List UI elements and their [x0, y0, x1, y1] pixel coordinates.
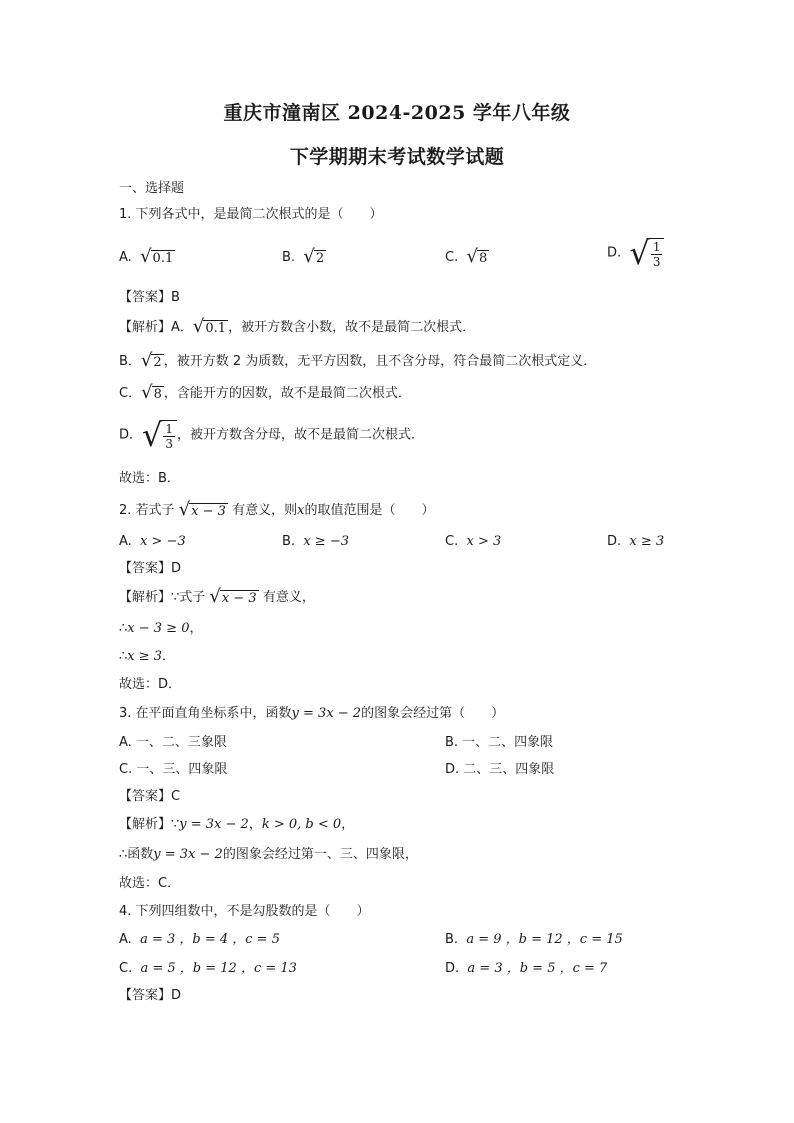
- q2-option-b: B. x ≥ −3: [282, 534, 349, 549]
- q4-option-d: D. a = 3 ，b = 5 ，c = 7: [445, 961, 608, 976]
- radical: √ $\frac{1}{3}$: [629, 236, 664, 270]
- q3-answer: 【答案】C: [119, 789, 181, 804]
- radical: √ 0.1: [192, 316, 227, 337]
- title-line-2: 下学期期末考试数学试题: [289, 146, 505, 168]
- q1-choice: 故选：B．: [119, 471, 180, 486]
- q3-option-c: C. 一、三、四象限: [119, 762, 228, 777]
- section-heading: 一、选择题: [119, 181, 185, 196]
- q1-option-c: C. √ 8: [445, 246, 488, 267]
- q2-option-a: A. x > −3: [119, 534, 186, 549]
- q3-choice: 故选：C．: [119, 876, 181, 891]
- q2-stem: 2. 若式子 √ x − 3 有意义，则x的取值范围是（ ）: [119, 499, 435, 520]
- q3-stem: 3. 在平面直角坐标系中，函数y = 3x − 2的图象会经过第（ ）: [119, 706, 505, 721]
- q2-option-c: C. x > 3: [445, 534, 502, 549]
- q3-option-a: A. 一、二、三象限: [119, 735, 227, 750]
- q2-option-d: D. x ≥ 3: [607, 534, 665, 549]
- radical: √ x − 3: [178, 499, 226, 520]
- q1-explanation-a: 【解析】A． √ 0.1 ，被开方数含小数，故不是最简二次根式．: [119, 316, 476, 337]
- q3-option-d: D. 二、三、四象限: [445, 762, 555, 777]
- q2-answer: 【答案】D: [119, 561, 182, 576]
- radical: √ x − 3: [209, 586, 257, 607]
- q4-option-b: B. a = 9 ，b = 12 ，c = 15: [445, 932, 623, 947]
- q4-answer: 【答案】D: [119, 988, 182, 1003]
- q4-option-a: A. a = 3 ，b = 4 ，c = 5: [119, 932, 280, 947]
- q1-explanation-b: B． √ 2 ，被开方数 2 为质数，无平方因数，且不含分母，符合最简二次根式定义．: [119, 350, 597, 371]
- q1-answer: 【答案】B: [119, 290, 180, 305]
- q2-step-2: ∴x ≥ 3．: [119, 649, 176, 664]
- q1-option-b: B. √ 2: [282, 246, 325, 267]
- q3-explanation: 【解析】∵y = 3x − 2，k > 0, b < 0，: [119, 817, 355, 832]
- title-line-1: 重庆市潼南区 2024-2025 学年八年级: [223, 102, 571, 124]
- radical: √ 2: [303, 246, 325, 267]
- radical: √ 2: [140, 350, 162, 371]
- q2-step-1: ∴x − 3 ≥ 0，: [119, 621, 203, 636]
- q2-explanation: 【解析】∵式子 √ x − 3 有意义，: [119, 586, 315, 607]
- q1-option-a: A. √ 0.1: [119, 246, 174, 267]
- q3-explanation-2: ∴函数y = 3x − 2的图象会经过第一、三、四象限，: [119, 847, 418, 862]
- radical: √ 0.1: [140, 246, 174, 267]
- q1-stem: 1. 下列各式中，是最简二次根式的是（ ）: [119, 207, 383, 222]
- q3-option-b: B. 一、二、四象限: [445, 735, 554, 750]
- q4-stem: 4. 下列四组数中，不是勾股数的是（ ）: [119, 904, 370, 919]
- q1-option-d: D. √ $\frac{1}{3}$: [607, 236, 664, 270]
- q4-option-c: C. a = 5 ，b = 12 ，c = 13: [119, 961, 297, 976]
- radical: √ 8: [141, 382, 162, 403]
- radical: √ $\frac{1}{3}$: [142, 418, 177, 452]
- q2-choice: 故选：D．: [119, 677, 182, 692]
- q1-explanation-c: C． √ 8 ，含能开方的因数，故不是最简二次根式．: [119, 382, 411, 403]
- radical: √ 8: [466, 246, 488, 267]
- q1-explanation-d: D． √ $\frac{1}{3}$ ，被开方数含分母，故不是最简二次根式．: [119, 416, 425, 454]
